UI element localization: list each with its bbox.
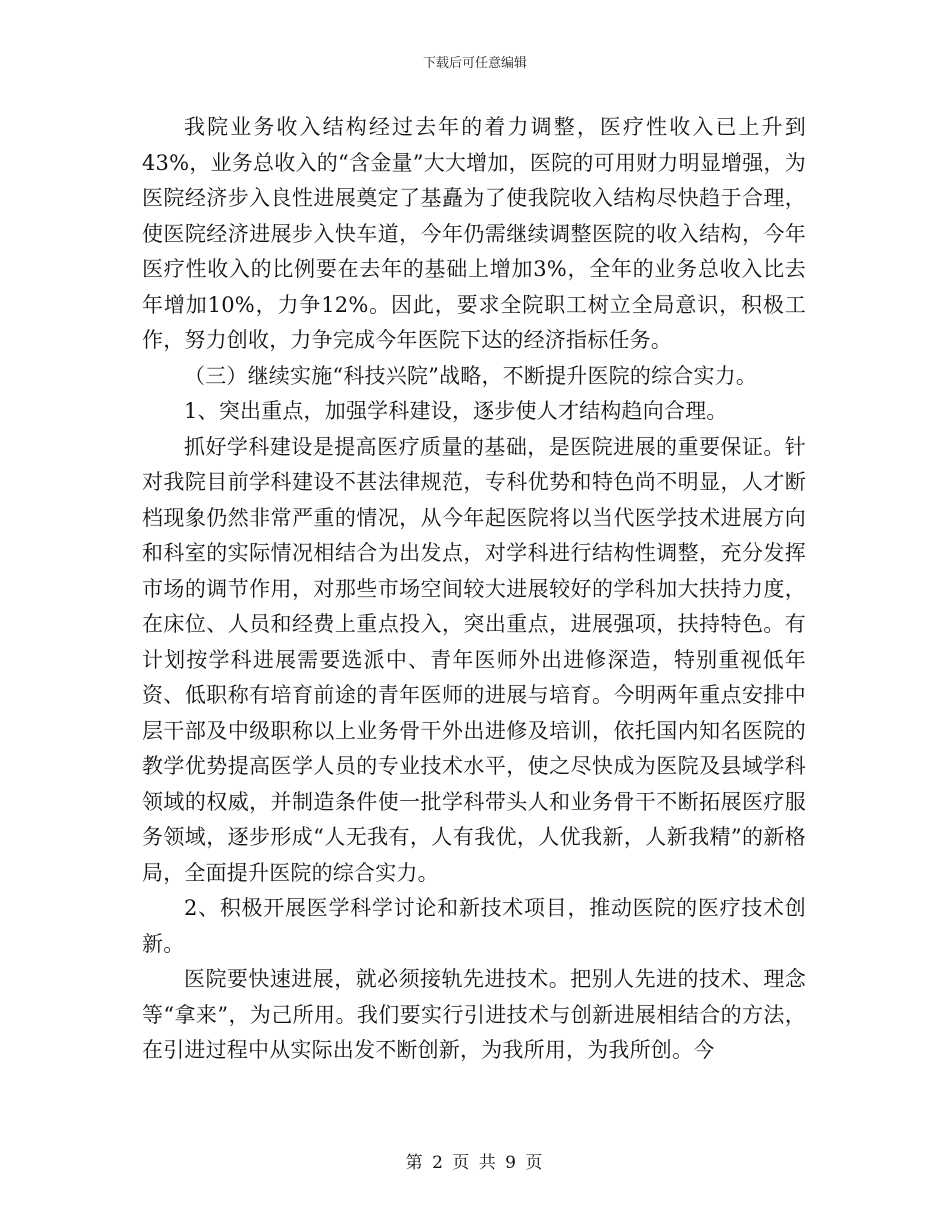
paragraph-income-structure: 我院业务收入结构经过去年的着力调整，医疗性收入已上升到43%，业务总收入的“含金量”大大增加，医院的可用财力明显增强，为医院经济步入良性进展奠定了基矗为了使我院收入结构尽快趋于合理，使医院经济进展步入快车道，今年仍需继续调整医院的收入结构，今年医疗性收入的比例要在去年的基础上增加3%，全年的业务总收入比去年增加10%，力争12%。因此，要求全院职工树立全局意识，积极工作，努力创收，力争完成今年医院下达的经济指标任务。 <box>142 115 806 352</box>
document-body <box>142 110 806 1069</box>
subheading-2: 2、积极开展医学科学讨论和新技术项目，推动医院的医疗技术创新。 <box>142 896 806 956</box>
page-footer: 第 2 页 共 9 页 <box>405 1153 545 1173</box>
subheading-1: 1、突出重点，加强学科建设，逐步使人才结构趋向合理。 <box>184 399 728 423</box>
page-header: 下载后可任意编辑 <box>422 56 527 71</box>
paragraph-discipline-building: 抓好学科建设是提高医疗质量的基础，是医院进展的重要保证。针对我院目前学科建设不甚法律规范，专科优势和特色尚不明显，人才断档现象仍然非常严重的情况，从今年起医院将以当代医学技术进展方向和科室的实际情况相结合为出发点，对学科进行结构性调整，充分发挥市场的调节作用，对那些市场空间较大进展较好的学科加大扶持力度，在床位、人员和经费上重点投入，突出重点，进展强项，扶持特色。有计划按学科进展需要选派中、青年医师外出进修深造，特别重视低年资、低职称有培育前途的青年医师的进展与培育。今明两年重点安排中层干部及中级职称以上业务骨干外出进修及培训，依托国内知名医院的教学优势提高医学人员的专业技术水平，使之尽快成为医院及县域学科领域的权威，并制造条件使一批学科带头人和业务骨干不断拓展医疗服务领域，逐步形成“人无我有，人有我优，人优我新，人新我精”的新格局，全面提升医院的综合实力。 <box>142 434 806 885</box>
paragraph-new-technology: 医院要快速进展，就必须接轨先进技术。把别人先进的技术、理念等“拿来”，为己所用。我们要实行引进技术与创新进展相结合的方法，在引进过程中从实际出发不断创新，为我所用，为我所创。今 <box>142 967 806 1062</box>
section-heading-3: （三）继续实施“科技兴院”战略，不断提升医院的综合实力。 <box>184 363 758 388</box>
